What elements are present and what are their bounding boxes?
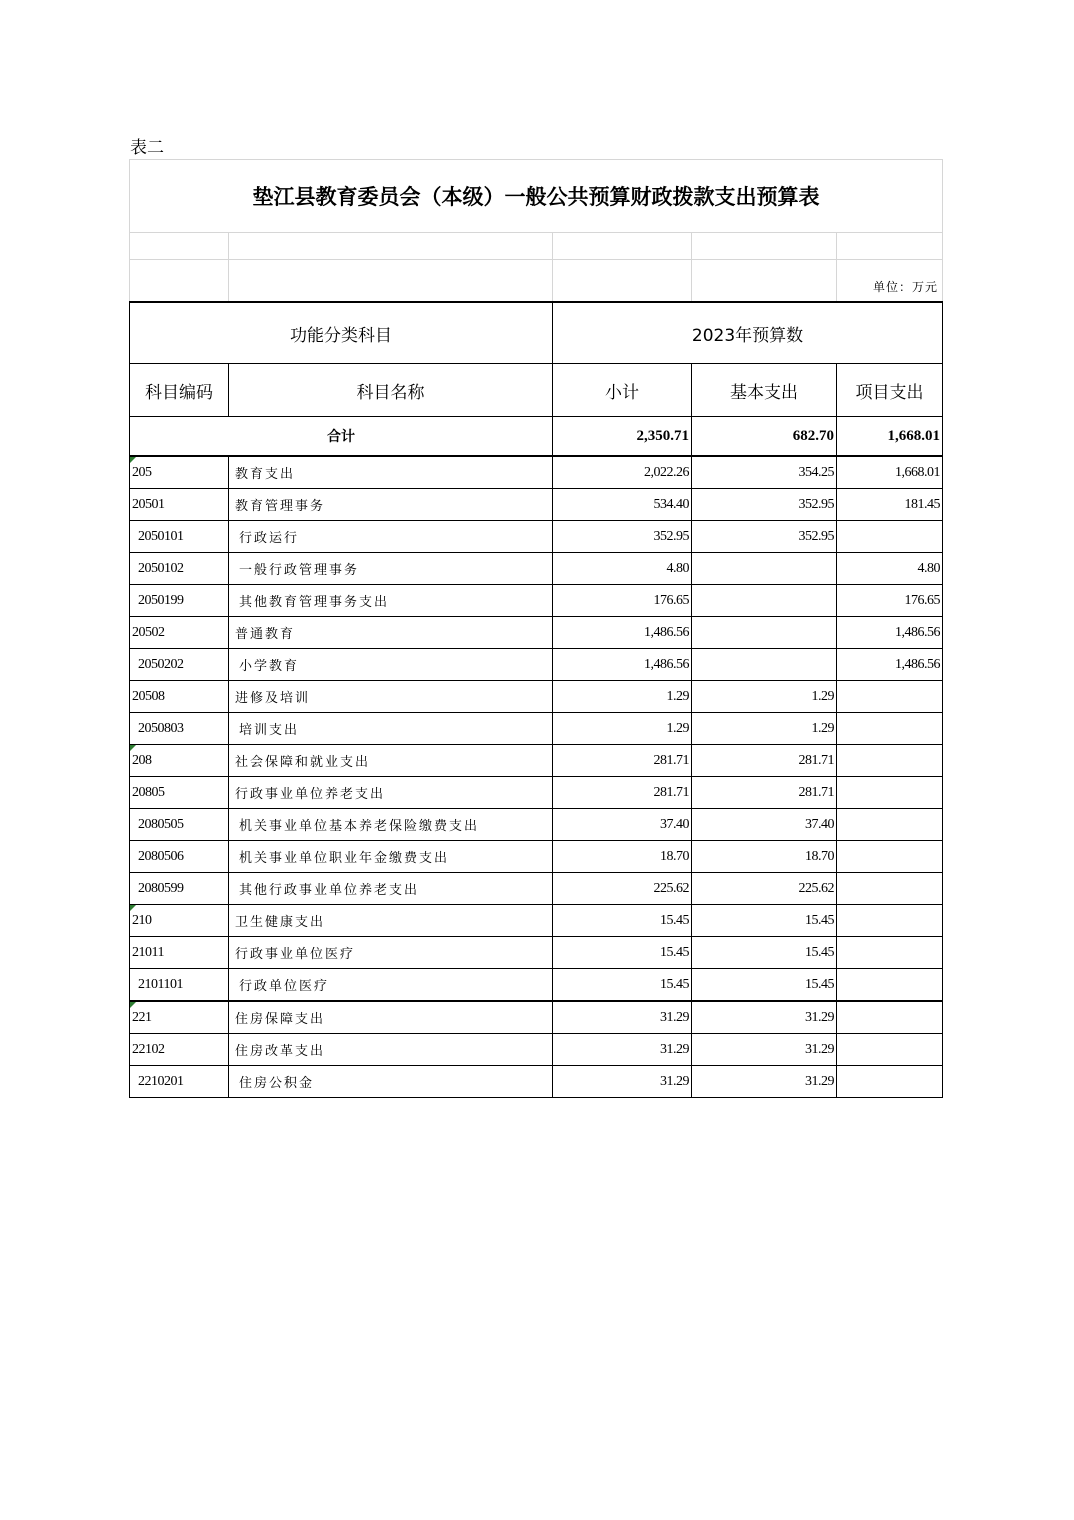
unit-label: 单位：万元 — [837, 260, 943, 303]
row-name: 卫生健康支出 — [229, 905, 553, 937]
row-code: 22102 — [130, 1034, 229, 1066]
row-subtotal: 1.29 — [553, 681, 692, 713]
row-code: 20805 — [130, 777, 229, 809]
header-basic: 基本支出 — [692, 364, 837, 417]
row-name: 机关事业单位基本养老保险缴费支出 — [229, 809, 553, 841]
row-subtotal: 31.29 — [553, 1001, 692, 1034]
cell-marker-icon — [130, 905, 136, 911]
row-subtotal: 1.29 — [553, 713, 692, 745]
row-subtotal: 225.62 — [553, 873, 692, 905]
row-project — [837, 713, 943, 745]
row-basic: 281.71 — [692, 745, 837, 777]
row-code: 205 — [130, 456, 229, 489]
row-name: 行政运行 — [229, 521, 553, 553]
cell-marker-icon — [130, 457, 136, 463]
table-row — [130, 841, 943, 873]
table-row — [130, 905, 943, 937]
row-code: 208 — [130, 745, 229, 777]
row-basic: 15.45 — [692, 969, 837, 1002]
table-row — [130, 1034, 943, 1066]
row-name: 行政事业单位养老支出 — [229, 777, 553, 809]
row-subtotal: 4.80 — [553, 553, 692, 585]
table-row — [130, 681, 943, 713]
table-row — [130, 713, 943, 745]
row-basic: 31.29 — [692, 1034, 837, 1066]
row-basic: 1.29 — [692, 713, 837, 745]
table-row — [130, 937, 943, 969]
total-project: 1,668.01 — [837, 417, 943, 457]
row-project: 1,668.01 — [837, 456, 943, 489]
row-basic: 37.40 — [692, 809, 837, 841]
row-name: 住房公积金 — [229, 1066, 553, 1098]
table-row — [130, 1001, 943, 1034]
row-name: 住房改革支出 — [229, 1034, 553, 1066]
row-subtotal: 534.40 — [553, 489, 692, 521]
header-code: 科目编码 — [130, 364, 229, 417]
table-row — [130, 456, 943, 489]
row-name: 培训支出 — [229, 713, 553, 745]
row-basic — [692, 553, 837, 585]
table-row — [130, 745, 943, 777]
table-row — [130, 777, 943, 809]
row-subtotal: 352.95 — [553, 521, 692, 553]
row-project — [837, 745, 943, 777]
row-code: 20502 — [130, 617, 229, 649]
row-name: 小学教育 — [229, 649, 553, 681]
cell-marker-icon — [130, 1002, 136, 1008]
row-basic — [692, 649, 837, 681]
row-name: 行政单位医疗 — [229, 969, 553, 1002]
row-project: 1,486.56 — [837, 617, 943, 649]
row-project: 4.80 — [837, 553, 943, 585]
row-basic: 18.70 — [692, 841, 837, 873]
row-code: 2050803 — [130, 713, 229, 745]
table-title: 垫江县教育委员会（本级）一般公共预算财政拨款支出预算表 — [130, 160, 943, 233]
header-budget-year: 2023年预算数 — [553, 302, 943, 364]
row-subtotal: 18.70 — [553, 841, 692, 873]
row-project — [837, 777, 943, 809]
row-project: 1,486.56 — [837, 649, 943, 681]
row-subtotal: 281.71 — [553, 745, 692, 777]
row-project: 181.45 — [837, 489, 943, 521]
row-name: 其他教育管理事务支出 — [229, 585, 553, 617]
row-basic — [692, 585, 837, 617]
header-function-category: 功能分类科目 — [130, 302, 553, 364]
header-row-columns — [130, 364, 943, 417]
row-code: 21011 — [130, 937, 229, 969]
row-project — [837, 841, 943, 873]
row-code: 20508 — [130, 681, 229, 713]
table-row — [130, 1066, 943, 1098]
row-project — [837, 969, 943, 1002]
row-basic: 352.95 — [692, 521, 837, 553]
table-row — [130, 553, 943, 585]
page-label: 表二 — [130, 138, 164, 158]
blank-row — [130, 233, 943, 260]
row-code: 221 — [130, 1001, 229, 1034]
row-basic: 281.71 — [692, 777, 837, 809]
row-project — [837, 1066, 943, 1098]
row-project — [837, 905, 943, 937]
row-code: 2050101 — [130, 521, 229, 553]
row-basic: 15.45 — [692, 937, 837, 969]
header-row-group — [130, 302, 943, 364]
row-project — [837, 937, 943, 969]
row-name: 一般行政管理事务 — [229, 553, 553, 585]
total-basic: 682.70 — [692, 417, 837, 457]
header-project: 项目支出 — [837, 364, 943, 417]
total-subtotal: 2,350.71 — [553, 417, 692, 457]
row-subtotal: 1,486.56 — [553, 617, 692, 649]
row-project — [837, 1001, 943, 1034]
row-project: 176.65 — [837, 585, 943, 617]
row-name: 行政事业单位医疗 — [229, 937, 553, 969]
table-row — [130, 489, 943, 521]
row-name: 机关事业单位职业年金缴费支出 — [229, 841, 553, 873]
row-subtotal: 15.45 — [553, 937, 692, 969]
row-name: 普通教育 — [229, 617, 553, 649]
row-subtotal: 281.71 — [553, 777, 692, 809]
table-row — [130, 521, 943, 553]
table-row — [130, 873, 943, 905]
row-basic: 1.29 — [692, 681, 837, 713]
row-basic: 31.29 — [692, 1066, 837, 1098]
row-subtotal: 176.65 — [553, 585, 692, 617]
row-name: 社会保障和就业支出 — [229, 745, 553, 777]
row-name: 其他行政事业单位养老支出 — [229, 873, 553, 905]
row-name: 住房保障支出 — [229, 1001, 553, 1034]
row-project — [837, 809, 943, 841]
row-project — [837, 681, 943, 713]
row-subtotal: 37.40 — [553, 809, 692, 841]
table-row — [130, 969, 943, 1002]
row-basic — [692, 617, 837, 649]
header-subtotal: 小计 — [553, 364, 692, 417]
row-basic: 354.25 — [692, 456, 837, 489]
row-project — [837, 873, 943, 905]
row-name: 进修及培训 — [229, 681, 553, 713]
table-row — [130, 649, 943, 681]
row-code: 2210201 — [130, 1066, 229, 1098]
cell-marker-icon — [130, 745, 136, 751]
table-row — [130, 585, 943, 617]
row-name: 教育支出 — [229, 456, 553, 489]
row-code: 2050199 — [130, 585, 229, 617]
row-subtotal: 15.45 — [553, 969, 692, 1002]
row-subtotal: 2,022.26 — [553, 456, 692, 489]
row-subtotal: 31.29 — [553, 1066, 692, 1098]
row-code: 2050102 — [130, 553, 229, 585]
row-name: 教育管理事务 — [229, 489, 553, 521]
total-label: 合计 — [130, 417, 553, 457]
row-code: 2050202 — [130, 649, 229, 681]
row-code: 2080599 — [130, 873, 229, 905]
budget-table — [129, 159, 943, 1098]
budget-sheet — [129, 159, 942, 1098]
row-basic: 31.29 — [692, 1001, 837, 1034]
row-subtotal: 15.45 — [553, 905, 692, 937]
unit-row — [130, 260, 943, 303]
row-project — [837, 521, 943, 553]
row-basic: 225.62 — [692, 873, 837, 905]
row-subtotal: 31.29 — [553, 1034, 692, 1066]
row-code: 210 — [130, 905, 229, 937]
header-name: 科目名称 — [229, 364, 553, 417]
row-basic: 15.45 — [692, 905, 837, 937]
table-row — [130, 617, 943, 649]
row-code: 2101101 — [130, 969, 229, 1002]
row-code: 2080505 — [130, 809, 229, 841]
table-row — [130, 809, 943, 841]
row-code: 2080506 — [130, 841, 229, 873]
total-row — [130, 417, 943, 457]
row-code: 20501 — [130, 489, 229, 521]
row-subtotal: 1,486.56 — [553, 649, 692, 681]
row-project — [837, 1034, 943, 1066]
row-basic: 352.95 — [692, 489, 837, 521]
